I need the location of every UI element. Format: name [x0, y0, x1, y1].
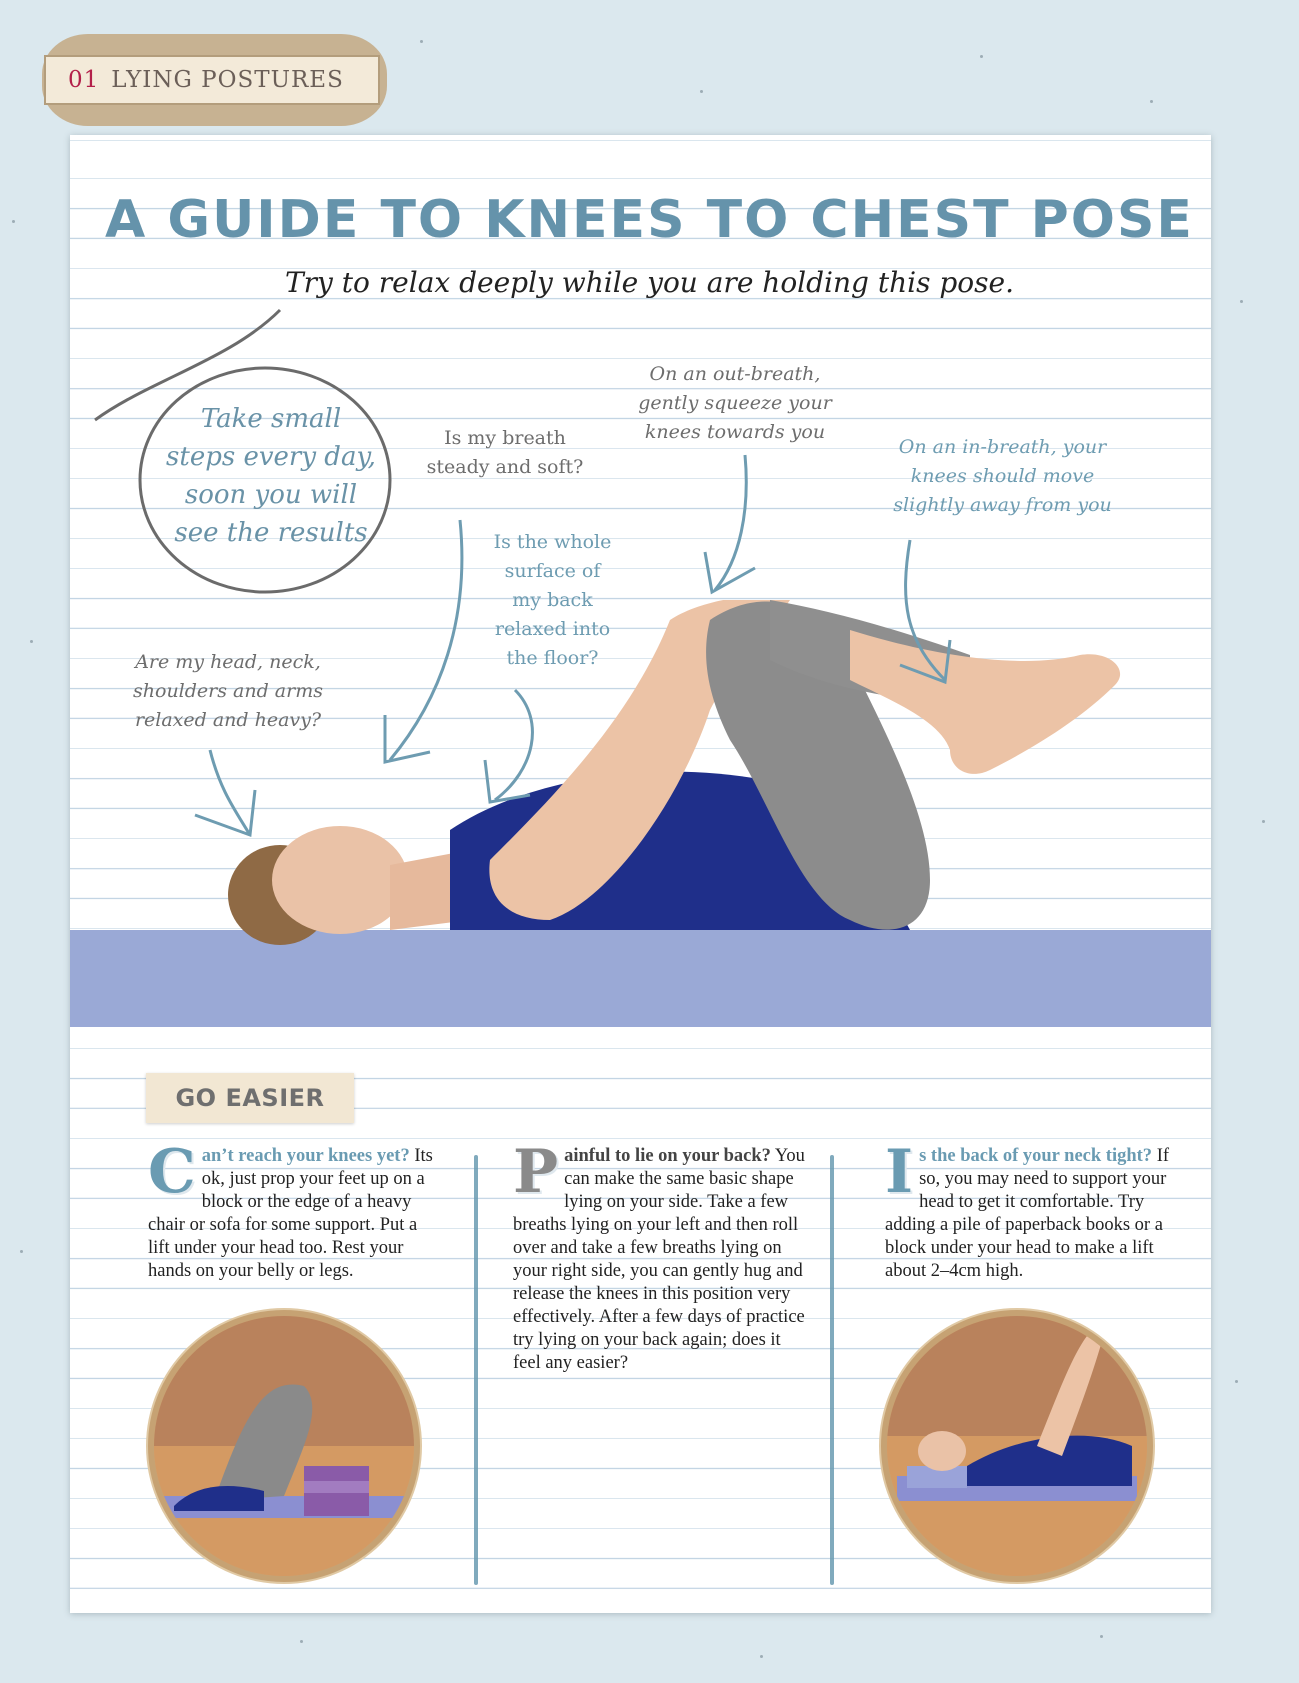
go-easier-label: GO EASIER [146, 1073, 354, 1123]
column-divider [830, 1155, 834, 1585]
drop-cap: C [148, 1137, 196, 1207]
annotation-head: Are my head, neck, shoulders and arms relaxed and heavy? [133, 651, 323, 731]
tip-column-3 [885, 1137, 1177, 1283]
arrow-out-breath-tip [705, 552, 755, 592]
arrow-out-breath [715, 455, 746, 590]
page-title: A GUIDE TO KNEES TO CHEST POSE [105, 190, 1194, 250]
tip-question: s the back of your neck tight? [919, 1146, 1153, 1166]
annotation-out-breath: On an out-breath, gently squeeze your knees towards you [638, 363, 832, 443]
tip-question: an’t reach your knees yet? [201, 1146, 410, 1166]
feet-on-block-photo [148, 1310, 420, 1582]
tip-column-2 [513, 1137, 805, 1375]
arrow-breath [390, 520, 462, 760]
annotation-breath: Is my breath steady and soft? [426, 427, 584, 478]
section-number: 01 [68, 67, 100, 93]
tip-body: You can make the same basic shape lying on your side. Take a few breaths lying on your left and then roll over and take a few breaths lying on your right side, you can gently hug and release the knees in this position very effectively. After a few days of practice try lying on your back again; does it feel any easier? [513, 1146, 805, 1373]
tip-column-1 [148, 1137, 440, 1283]
column-divider [474, 1155, 478, 1585]
arrow-back [495, 690, 532, 800]
annotation-back: Is the whole surface of my back relaxed into the floor? [493, 531, 612, 669]
page-subtitle: Try to relax deeply while you are holding this pose. [285, 266, 1014, 299]
annotation-in-breath: On an in-breath, your knees should move slightly away from you [893, 436, 1112, 516]
tip-body: Its ok, just prop your feet up on a block or the edge of a heavy chair or sofa for some support. Put a lift under your head too. Rest your hands on your belly or legs. [148, 1146, 433, 1281]
arrow-in-breath [906, 540, 945, 680]
tip-question: ainful to lie on your back? [564, 1146, 771, 1166]
section-label: LYING POSTURES [111, 67, 344, 93]
head-on-block-photo [881, 1310, 1153, 1582]
drop-cap: P [513, 1137, 559, 1207]
tip-body: If so, you may need to support your head to get it comfortable. Try adding a pile of paperback books or a block under your head to make a lift about 2–4cm high. [885, 1146, 1170, 1281]
drop-cap: I [885, 1137, 914, 1207]
circle-note: Take small steps every day, soon you will see the results [166, 404, 376, 548]
